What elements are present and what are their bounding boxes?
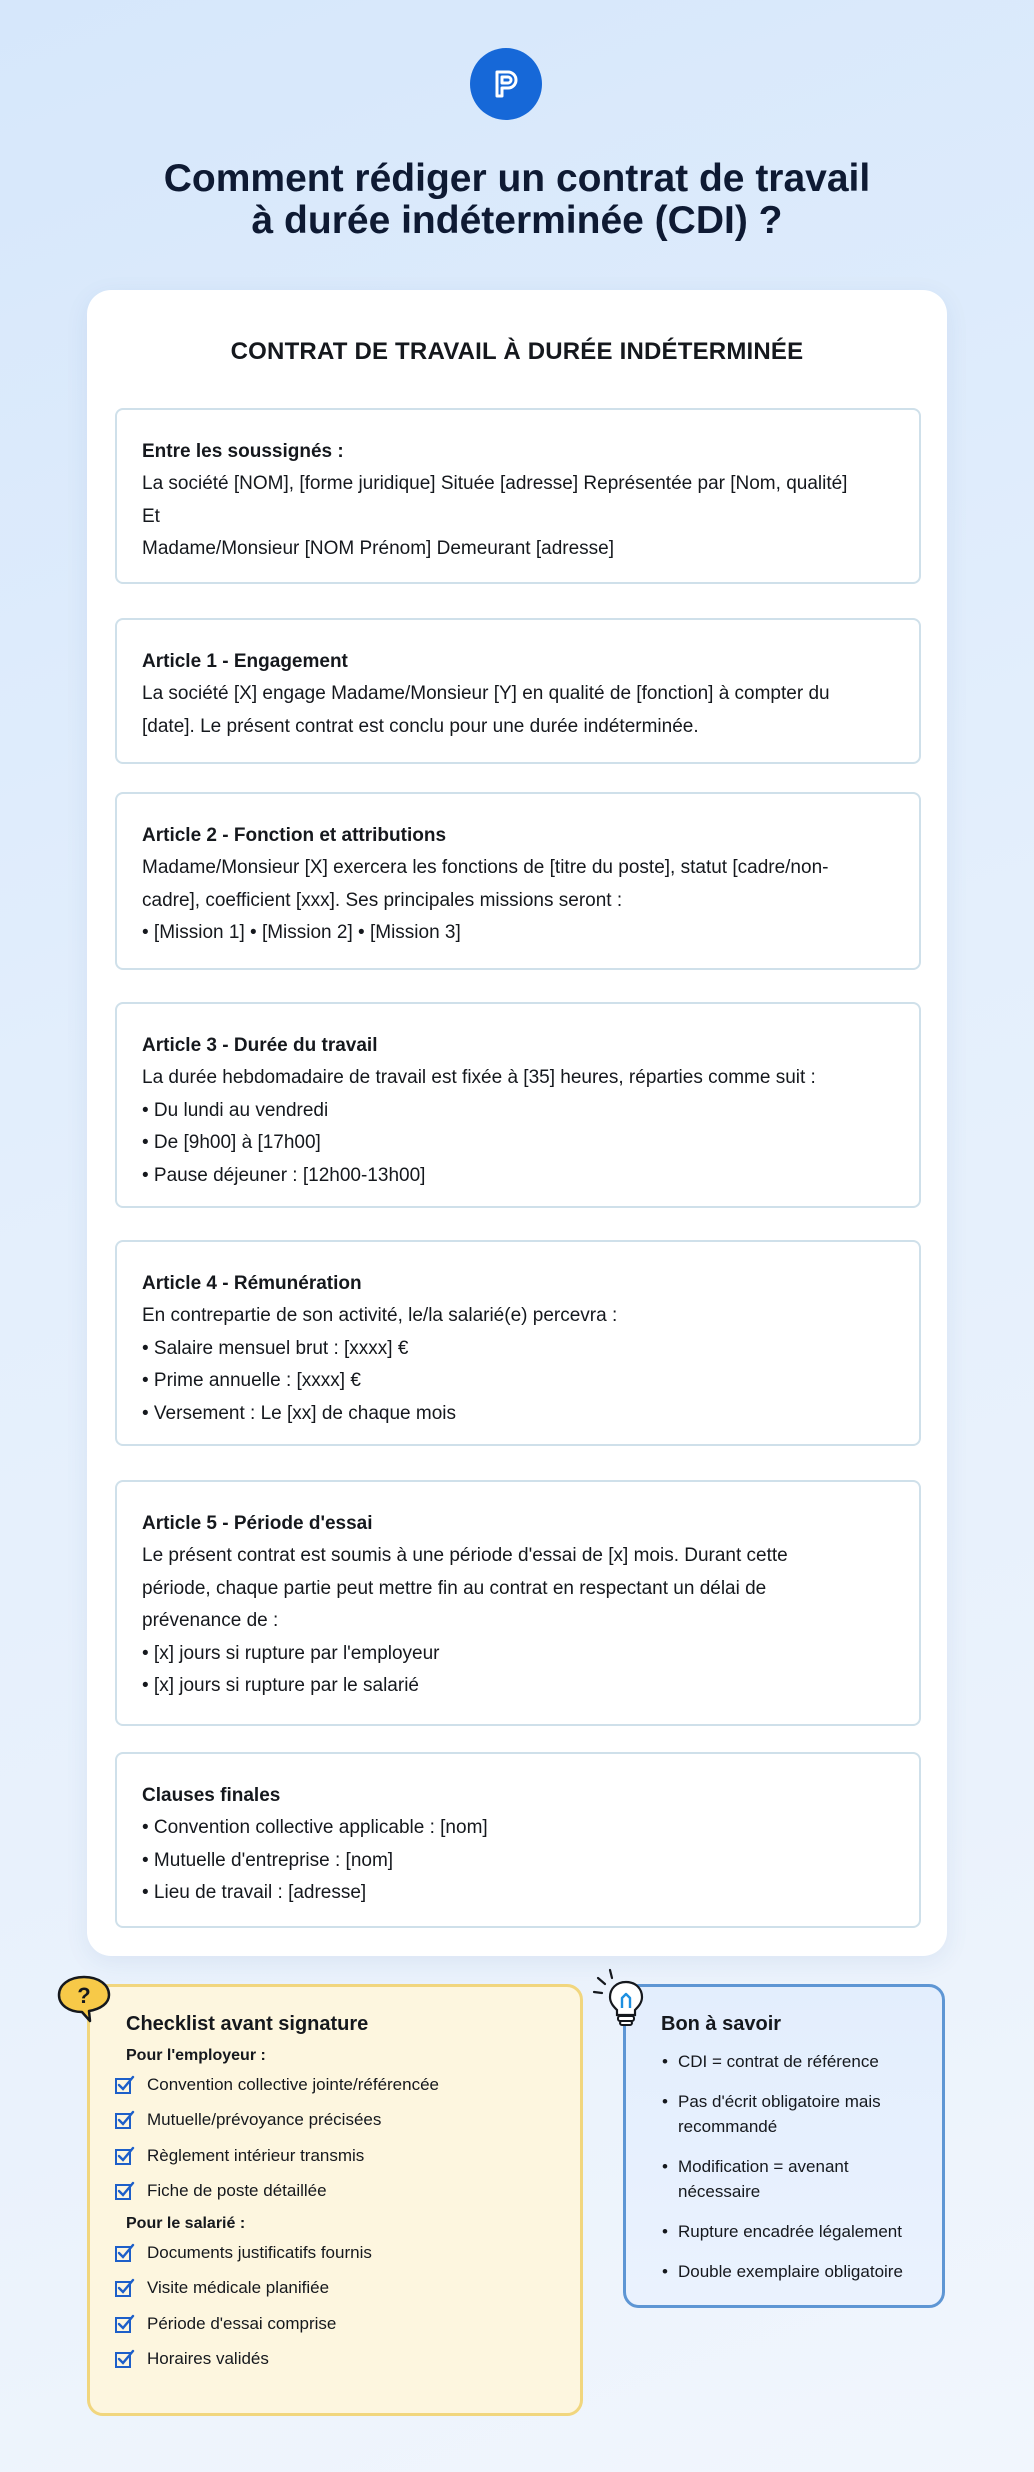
- section-line: En contrepartie de son activité, le/la salarié(e) percevra :: [142, 1305, 618, 1326]
- section-line: La durée hebdomadaire de travail est fixée à [35] heures, réparties comme suit :: [142, 1067, 816, 1088]
- section-line: Le présent contrat est soumis à une période d'essai de [x] mois. Durant cette: [142, 1545, 788, 1566]
- section-line: • Versement : Le [xx] de chaque mois: [142, 1402, 456, 1424]
- checklist-item: [114, 2235, 580, 2271]
- section-line: • Pause déjeuner : [12h00-13h00]: [142, 1164, 426, 1186]
- checklist-item: [114, 2103, 580, 2139]
- section-line: • Du lundi au vendredi: [142, 1099, 329, 1121]
- good-to-know-item: • Modification = avenant nécessaire: [662, 2154, 922, 2204]
- checked-box-icon: [114, 2074, 136, 2096]
- checklist-item-label: Horaires validés: [147, 2349, 269, 2369]
- checklist-item-label: Mutuelle/prévoyance précisées: [147, 2110, 382, 2130]
- good-to-know-item: • CDI = contrat de référence: [662, 2049, 922, 2074]
- checked-box-icon: [114, 2277, 136, 2299]
- good-to-know-box: [623, 1984, 945, 2308]
- section-heading: Clauses finales: [142, 1785, 281, 1806]
- section-line: [date]. Le présent contrat est conclu pour une durée indéterminée.: [142, 715, 699, 737]
- section-line: • Mutuelle d'entreprise : [nom]: [142, 1849, 394, 1871]
- checklist-item: [114, 2306, 580, 2342]
- good-to-know-item: • Double exemplaire obligatoire: [662, 2259, 922, 2284]
- checklist-item-label: Période d'essai comprise: [147, 2313, 337, 2333]
- checklist-item: [114, 2271, 580, 2307]
- section-line: • [Mission 1] • [Mission 2] • [Mission 3]: [142, 922, 461, 943]
- section-article-3: [115, 1002, 921, 1208]
- section-line: prévenance de :: [142, 1610, 279, 1631]
- checklist-item-label: Fiche de poste détaillée: [147, 2181, 327, 2201]
- question-mark-icon: [56, 1974, 112, 2024]
- employer-label: Pour l'employeur :: [126, 2047, 266, 2064]
- checklist-box: [87, 1984, 583, 2416]
- section-line: • Salaire mensuel brut : [xxxx] €: [142, 1337, 409, 1359]
- p-logo-icon: [470, 48, 542, 120]
- section-parties: [115, 408, 921, 584]
- section-line: • Prime annuelle : [xxxx] €: [142, 1370, 361, 1391]
- section-heading: Article 3 - Durée du travail: [142, 1035, 378, 1056]
- section-heading: Article 2 - Fonction et attributions: [142, 825, 447, 846]
- section-article-4: [115, 1240, 921, 1446]
- checklist-item: [114, 2174, 580, 2210]
- section-line: Madame/Monsieur [X] exercera les fonctions de [titre du poste], statut [cadre/non-: [142, 857, 829, 878]
- checklist-item-label: Documents justificatifs fournis: [147, 2242, 372, 2262]
- section-line: • [x] jours si rupture par l'employeur: [142, 1642, 440, 1664]
- section-heading: Article 5 - Période d'essai: [142, 1513, 373, 1534]
- checked-box-icon: [114, 2145, 136, 2167]
- section-line: • Convention collective applicable : [nom]: [142, 1817, 488, 1838]
- checklist-title: Checklist avant signature: [126, 2013, 369, 2035]
- page-title-line-2: à durée indéterminée (CDI) ?: [251, 199, 783, 242]
- section-line: cadre], coefficient [xxx]. Ses principales missions seront :: [142, 889, 623, 911]
- checked-box-icon: [114, 2313, 136, 2335]
- contract-title: CONTRAT DE TRAVAIL À DURÉE INDÉTERMINÉE: [230, 338, 804, 365]
- good-to-know-item: • Rupture encadrée légalement: [662, 2219, 922, 2244]
- section-line: période, chaque partie peut mettre fin au contrat en respectant un délai de: [142, 1577, 767, 1599]
- employee-label: Pour le salarié :: [126, 2215, 246, 2232]
- section-line: Madame/Monsieur [NOM Prénom] Demeurant [adresse]: [142, 538, 615, 559]
- section-line: Et: [142, 505, 160, 527]
- checked-box-icon: [114, 2180, 136, 2202]
- checklist-item: [114, 2067, 580, 2103]
- section-final-clauses: [115, 1752, 921, 1928]
- lightbulb-icon: [592, 1968, 648, 2028]
- checked-box-icon: [114, 2242, 136, 2264]
- section-line: La société [X] engage Madame/Monsieur [Y] en qualité de [fonction] à compter du: [142, 683, 830, 704]
- page-title: [0, 158, 1034, 242]
- section-heading: Article 1 - Engagement: [142, 651, 348, 672]
- contract-document: [87, 290, 947, 1956]
- good-to-know-item: • Pas d'écrit obligatoire mais recommandé: [662, 2089, 922, 2139]
- section-line: • Lieu de travail : [adresse]: [142, 1882, 367, 1903]
- section-line: La société [NOM], [forme juridique] Située [adresse] Représentée par [Nom, qualité]: [142, 473, 848, 494]
- checklist-item-label: Visite médicale planifiée: [147, 2278, 330, 2298]
- section-article-5: [115, 1480, 921, 1726]
- svg-text:?: ?: [77, 1983, 91, 2008]
- section-line: • De [9h00] à [17h00]: [142, 1132, 321, 1153]
- section-heading: Article 4 - Rémunération: [142, 1273, 362, 1294]
- good-to-know-list: [662, 2049, 942, 2284]
- employer-checklist: [126, 2067, 580, 2209]
- section-line: • [x] jours si rupture par le salarié: [142, 1675, 419, 1696]
- checklist-item: [114, 2342, 580, 2378]
- checklist-item: [114, 2138, 580, 2174]
- page-title-line-1: Comment rédiger un contrat de travail: [163, 157, 871, 200]
- checklist-item-label: Convention collective jointe/référencée: [147, 2074, 440, 2094]
- section-article-1: [115, 618, 921, 764]
- checklist-item-label: Règlement intérieur transmis: [147, 2145, 365, 2165]
- checked-box-icon: [114, 2109, 136, 2131]
- employee-checklist: [126, 2235, 580, 2377]
- good-to-know-title: Bon à savoir: [661, 2013, 782, 2035]
- checked-box-icon: [114, 2348, 136, 2370]
- section-article-2: [115, 792, 921, 970]
- section-heading: Entre les soussignés :: [142, 441, 344, 462]
